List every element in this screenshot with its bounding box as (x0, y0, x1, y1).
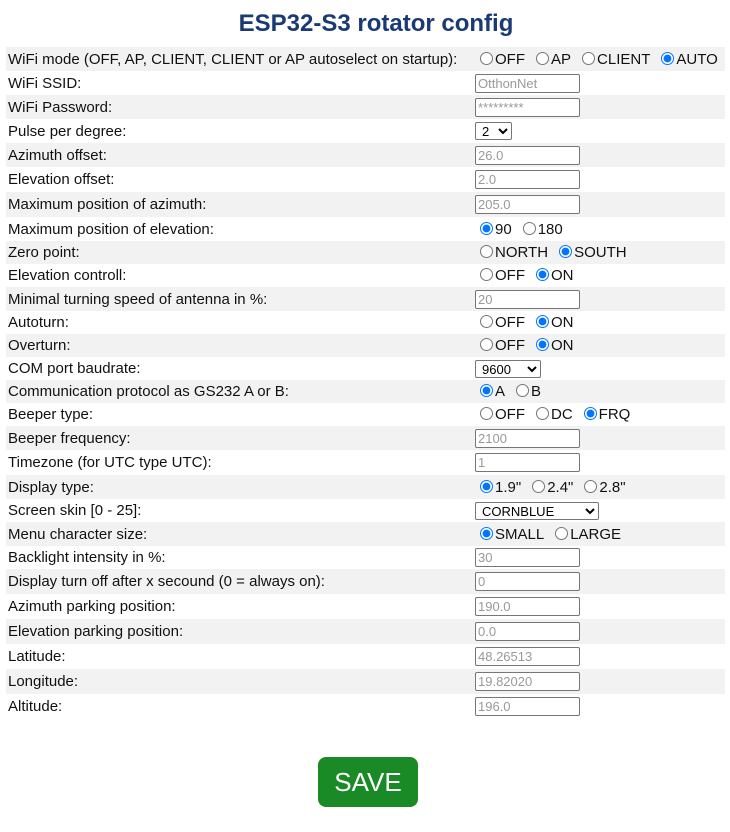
config-label: Display type: (6, 475, 474, 499)
config-value-cell (474, 694, 725, 719)
config-value-cell (474, 47, 725, 71)
radio-label: AP (551, 50, 572, 68)
config-row (6, 594, 725, 619)
communication-protocol-as-gs232-a-or-b-radio-a[interactable] (480, 384, 493, 397)
autoturn-radio-on[interactable] (536, 315, 549, 328)
wifi-mode-off-ap-client-client-or-ap-aut-radio-client[interactable] (582, 52, 595, 65)
overturn-radio-off[interactable] (480, 338, 493, 351)
beeper-frequency-input[interactable] (475, 429, 580, 448)
config-row (6, 167, 725, 192)
config-label: Azimuth parking position: (8, 598, 176, 615)
display-turn-off-after-x-secound-0-alway-input[interactable] (475, 572, 580, 591)
config-table (6, 47, 725, 719)
config-value-cell (474, 569, 725, 594)
config-label: Altitude: (8, 698, 63, 715)
elevation-controll-radio-on[interactable] (536, 268, 549, 281)
config-value-cell (474, 522, 725, 546)
config-value-cell (474, 167, 725, 192)
config-row (6, 287, 725, 311)
config-row (6, 119, 725, 143)
display-type-radio-1-9[interactable] (480, 480, 493, 493)
config-label: WiFi Password: (6, 95, 474, 119)
wifi-mode-off-ap-client-client-or-ap-aut-radio-off[interactable] (480, 52, 493, 65)
config-label: Latitude: (8, 648, 66, 665)
elevation-offset-input[interactable] (475, 170, 580, 189)
radio-label: ON (551, 337, 574, 354)
config-value-cell (474, 264, 725, 287)
radio-label: OFF (495, 267, 525, 284)
config-label: WiFi SSID: (8, 74, 82, 92)
config-label: Zero point: (6, 241, 474, 264)
autoturn-radio-off[interactable] (480, 315, 493, 328)
config-row (6, 334, 725, 357)
radio-label: OFF (495, 337, 525, 354)
config-label: COM port baudrate: (8, 360, 141, 377)
config-value-cell (474, 644, 725, 669)
config-row (6, 569, 725, 594)
config-label: Elevation offset: (8, 171, 115, 188)
wifi-mode-off-ap-client-client-or-ap-aut-radio-auto[interactable] (661, 52, 674, 65)
radio-label: 90 (495, 220, 512, 238)
config-value-cell (474, 450, 725, 475)
zero-point-radio-north[interactable] (480, 245, 493, 258)
config-label: Screen skin [0 - 25]: (8, 502, 142, 519)
config-label: Pulse per degree: (8, 122, 127, 140)
config-label: Elevation parking position: (6, 619, 474, 644)
config-row (6, 619, 725, 644)
radio-label: OFF (495, 406, 525, 423)
config-label: Longitude: (6, 669, 474, 694)
config-label: Beeper frequency: (6, 426, 474, 450)
config-value-cell (474, 241, 725, 264)
config-label: WiFi mode (OFF, AP, CLIENT, CLIENT or AP autoselect on startup): (6, 47, 474, 71)
config-row (6, 644, 725, 669)
radio-label: ON (551, 314, 574, 331)
altitude-input[interactable] (475, 697, 580, 716)
radio-label: OFF (495, 314, 525, 331)
azimuth-offset-input[interactable] (475, 146, 580, 165)
wifi-ssid-input[interactable] (475, 74, 580, 93)
config-value-cell (474, 217, 725, 241)
config-value-cell (474, 546, 725, 569)
config-label: Autoturn: (8, 314, 69, 331)
elevation-controll-radio-off[interactable] (480, 268, 493, 281)
config-label: Display turn off after x secound (0 = always on): (6, 569, 474, 594)
minimal-turning-speed-of-antenna-in-input[interactable] (475, 290, 580, 309)
radio-label: B (531, 383, 542, 400)
maximum-position-of-elevation-radio-90[interactable] (480, 222, 493, 235)
radio-label: 2.4" (547, 478, 574, 496)
config-label: Elevation controll: (8, 267, 127, 284)
config-row (6, 450, 725, 475)
config-row (6, 426, 725, 450)
page-title: ESP32-S3 rotator config (238, 10, 514, 37)
wifi-password-input[interactable] (475, 98, 580, 117)
config-value-cell (474, 619, 725, 644)
config-value-cell (474, 499, 725, 522)
config-value-cell (474, 95, 725, 119)
config-label: Timezone (for UTC type UTC): (8, 454, 212, 471)
overturn-radio-on[interactable] (536, 338, 549, 351)
config-value-cell (474, 594, 725, 619)
azimuth-parking-position-input[interactable] (475, 597, 580, 616)
config-row (6, 522, 725, 546)
config-row (6, 143, 725, 167)
config-label: Backlight intensity in %: (8, 549, 166, 566)
maximum-position-of-azimuth-input[interactable] (475, 195, 580, 214)
config-label: Minimal turning speed of antenna in %: (6, 287, 474, 311)
radio-label: 1.9" (495, 478, 522, 496)
screen-skin-0-25-select[interactable] (475, 502, 599, 520)
zero-point-radio-south[interactable] (559, 245, 572, 258)
config-value-cell (474, 334, 725, 357)
config-value-cell (474, 71, 725, 95)
radio-label: CLIENT (597, 50, 651, 68)
config-row (6, 241, 725, 264)
communication-protocol-as-gs232-a-or-b-radio-b[interactable] (516, 384, 529, 397)
beeper-type-radio-off[interactable] (480, 407, 493, 420)
config-row (6, 669, 725, 694)
config-row (6, 380, 725, 403)
config-value-cell (474, 287, 725, 311)
config-row (6, 403, 725, 426)
config-value-cell (474, 119, 725, 143)
radio-label: NORTH (495, 244, 549, 261)
config-row (6, 95, 725, 119)
menu-character-size-radio-small[interactable] (480, 527, 493, 540)
maximum-position-of-elevation-radio-180[interactable] (523, 222, 536, 235)
radio-label: 2.8" (599, 478, 626, 496)
config-label: Communication protocol as GS232 A or B: (6, 380, 474, 403)
config-value-cell (474, 143, 725, 167)
config-row (6, 192, 725, 217)
config-value-cell (474, 192, 725, 217)
config-value-cell (474, 475, 725, 499)
menu-character-size-radio-large[interactable] (555, 527, 568, 540)
radio-label: FRQ (598, 406, 631, 423)
config-label: Azimuth offset: (6, 143, 474, 167)
wifi-mode-off-ap-client-client-or-ap-aut-radio-ap[interactable] (536, 52, 549, 65)
config-label: Beeper type: (8, 406, 94, 423)
config-row (6, 546, 725, 569)
config-row (6, 47, 725, 71)
radio-label: SMALL (495, 525, 545, 543)
config-value-cell (474, 357, 725, 380)
latitude-input[interactable] (475, 647, 580, 666)
longitude-input[interactable] (475, 672, 580, 691)
radio-label: DC (551, 406, 573, 423)
display-type-radio-2-8[interactable] (584, 480, 597, 493)
config-value-cell (474, 380, 725, 403)
pulse-per-degree-select[interactable] (475, 122, 512, 140)
config-label: Maximum position of azimuth: (6, 192, 474, 217)
config-label: Menu character size: (6, 522, 474, 546)
config-label: Maximum position of elevation: (8, 220, 214, 238)
display-type-radio-2-4[interactable] (532, 480, 545, 493)
beeper-type-radio-dc[interactable] (536, 407, 549, 420)
timezone-for-utc-type-utc-input[interactable] (475, 453, 580, 472)
beeper-type-radio-frq[interactable] (584, 407, 597, 420)
config-row (6, 264, 725, 287)
config-value-cell (474, 669, 725, 694)
config-row (6, 694, 725, 719)
config-row (6, 71, 725, 95)
radio-label: AUTO (676, 50, 718, 68)
radio-label: ON (551, 267, 574, 284)
config-row (6, 475, 725, 499)
config-row (6, 217, 725, 241)
config-value-cell (474, 426, 725, 450)
radio-label: LARGE (570, 525, 622, 543)
radio-label: 180 (537, 220, 563, 238)
backlight-intensity-in-input[interactable] (475, 548, 580, 567)
config-value-cell (474, 311, 725, 334)
save-button[interactable]: SAVE (318, 757, 418, 807)
config-value-cell (474, 403, 725, 426)
radio-label: SOUTH (574, 244, 627, 261)
config-row (6, 499, 725, 522)
radio-label: OFF (495, 50, 525, 68)
com-port-baudrate-select[interactable] (475, 360, 541, 378)
config-row (6, 311, 725, 334)
config-row (6, 357, 725, 380)
radio-label: A (495, 383, 506, 400)
elevation-parking-position-input[interactable] (475, 622, 580, 641)
config-label: Overturn: (6, 334, 474, 357)
